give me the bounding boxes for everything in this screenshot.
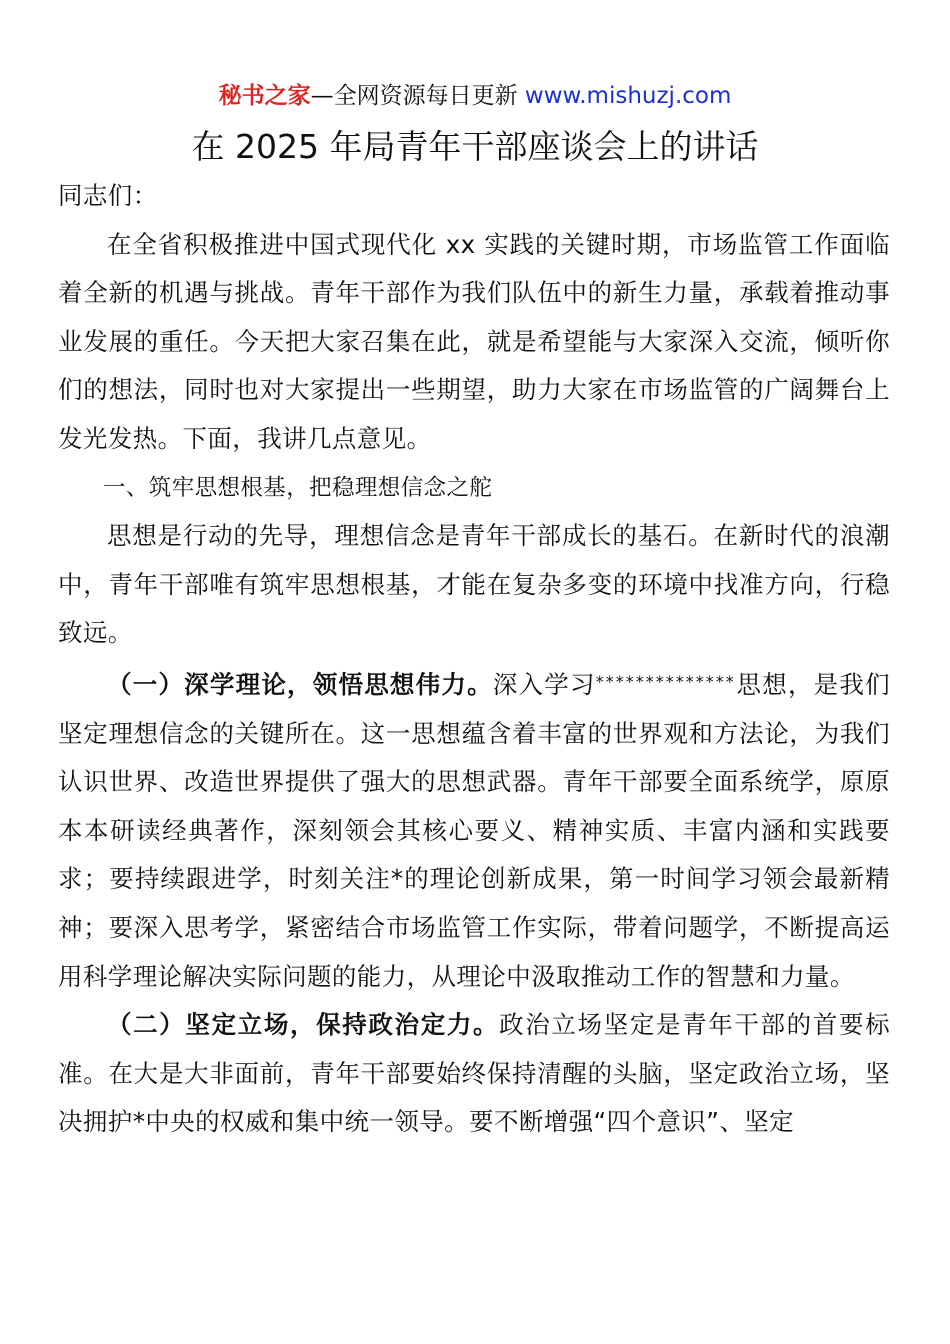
section-heading: 一、筑牢思想根基，把稳理想信念之舵 xyxy=(103,474,493,501)
salutation: 同志们： xyxy=(58,181,158,210)
site-tagline: 全网资源每日更新 xyxy=(333,83,525,109)
section-intro-paragraph: 思想是行动的先导，理想信念是青年干部成长的基石。在新时代的浪潮中，青年干部唯有筑牢思想根基，才能在复杂多变的环境中找准方向，行稳致远。 xyxy=(58,521,890,648)
banner-dash: — xyxy=(310,83,334,109)
item-paragraph-2 xyxy=(58,1001,890,1147)
item-lead-2: （二）坚定立场，保持政治定力。 xyxy=(107,1010,500,1040)
site-url-link[interactable]: www.mishuzj.com xyxy=(524,83,732,109)
intro-paragraph: 在全省积极推进中国式现代化 xx 实践的关键时期，市场监管工作面临着全新的机遇与挑战。青年干部作为我们队伍中的新生力量，承载着推动事业发展的重任。今天把大家召集在此，就是希望能与大家深入交流，倾听你们的想法，同时也对大家提出一些期望，助力大家在市场监管的广阔舞台上发光发热。下面，我讲几点意见。 xyxy=(58,229,890,453)
item-paragraph-1 xyxy=(58,658,890,1001)
site-brand: 秘书之家 xyxy=(218,83,311,109)
item-text-2: 政治立场坚定是青年干部的首要标准。在大是大非面前，青年干部要始终保持清醒的头脑，坚定政治立场，坚决拥护*中央的权威和集中统一领导。要不断增强“四个意识”、坚定 xyxy=(58,1010,891,1137)
item-lead-1: （一）深学理论，领悟思想伟力。 xyxy=(107,669,493,699)
redacted-stars: ************** xyxy=(595,671,736,691)
document-body xyxy=(58,172,890,1147)
site-banner xyxy=(0,80,950,112)
item-text-1a: 深入学习 xyxy=(492,669,596,699)
document-title: 在 2025 年局青年干部座谈会上的讲话 xyxy=(191,127,759,166)
item-text-1b: 思想，是我们坚定理想信念的关键所在。这一思想蕴含着丰富的世界观和方法论，为我们认识世界、改造世界提供了强大的思想武器。青年干部要全面系统学，原原本本研读经典著作，深刻领会其核心要义、精神实质、丰富内涵和实践要求；要持续跟进学，时刻关注*的理论创新成果，第一时间学习领会最新精神；要深入思考学，紧密结合市场监管工作实际，带着问题学，不断提高运用科学理论解决实际问题的能力，从理论中汲取推动工作的智慧和力量。 xyxy=(58,669,891,991)
